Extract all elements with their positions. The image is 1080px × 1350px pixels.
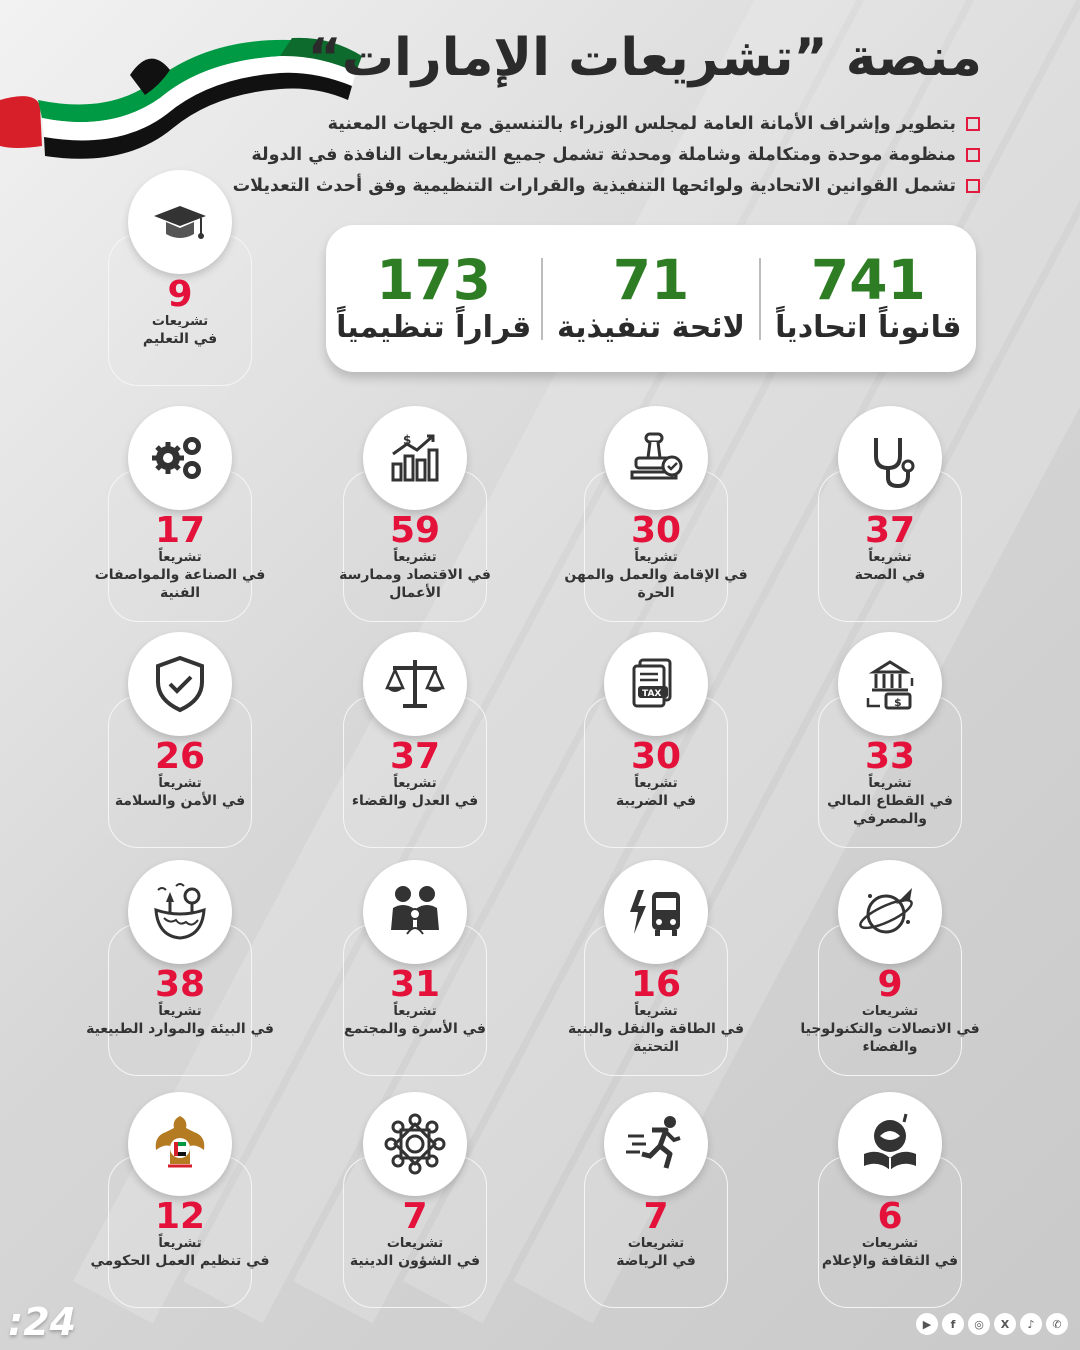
category-icon-circle [838, 860, 942, 964]
bullet-item [220, 170, 980, 201]
tiktok-icon[interactable]: ♪ [1020, 1313, 1042, 1335]
category-unit: تشريعات [386, 1236, 444, 1251]
category-icon-circle [838, 406, 942, 510]
total-label: قراراً تنظيمياً [336, 309, 532, 345]
category-label: في العدل والقضاء [351, 793, 479, 809]
growth-chart-icon [381, 424, 449, 492]
rocket-planet-icon [856, 878, 924, 946]
bullet-text: بتطوير وإشراف الأمانة العامة لمجلس الوزراء بالتنسيق مع الجهات المعنية [327, 113, 956, 134]
category-count: 33 [864, 736, 916, 777]
category-count: 31 [389, 964, 441, 1005]
total-label: قانوناً اتحادياً [775, 309, 962, 345]
bullet-text: منظومة موحدة ومتكاملة وشاملة ومحدثة تشمل جميع التشريعات النافذة في الدولة [251, 144, 956, 165]
instagram-icon[interactable]: ◎ [968, 1313, 990, 1335]
category-label: في الضريبة [615, 793, 697, 809]
square-bullet-icon [966, 179, 980, 193]
category-count: 6 [877, 1196, 903, 1237]
category-unit: تشريعات [627, 1236, 685, 1251]
category-count: 30 [630, 510, 682, 551]
category-unit: تشريعاً [634, 1004, 678, 1019]
svg-text:TAX: TAX [642, 689, 662, 699]
earth-nature-icon [146, 878, 214, 946]
shield-check-icon [146, 650, 214, 718]
category-count: 38 [154, 964, 206, 1005]
svg-text:$: $ [403, 433, 412, 447]
category-icon-circle [363, 632, 467, 736]
category-count: 12 [154, 1196, 206, 1237]
square-bullet-icon [966, 148, 980, 162]
divider [759, 258, 761, 340]
category-icon-circle [363, 1092, 467, 1196]
bullet-item [220, 139, 980, 170]
category-label: في الشؤون الدينية [349, 1253, 481, 1269]
category-icon-circle [363, 406, 467, 510]
graduation-cap-icon [146, 188, 214, 256]
category-label: في الاتصالات والتكنولوجيا والفضاء [800, 1021, 980, 1055]
bus-energy-icon [622, 878, 690, 946]
helmet-book-icon [856, 1110, 924, 1178]
category-unit: تشريعاً [634, 776, 678, 791]
category-unit: تشريعات [861, 1004, 919, 1019]
category-count: 7 [402, 1196, 428, 1237]
category-icon-circle [604, 860, 708, 964]
family-icon [381, 878, 449, 946]
social-icons [916, 1313, 1068, 1335]
category-icon-circle [838, 632, 942, 736]
category-unit: تشريعاً [868, 550, 912, 565]
category-icon-circle [604, 406, 708, 510]
bullet-text: تشمل القوانين الاتحادية ولوائحها التنفيذية والقرارات التنظيمية وفق أحدث التعديلات [232, 175, 956, 196]
category-icon-circle [363, 860, 467, 964]
category-label: في البيئة والموارد الطبيعية [86, 1021, 274, 1037]
total-number: 741 [810, 247, 926, 312]
category-label: في الأمن والسلامة [114, 793, 246, 809]
category-count: 59 [389, 510, 441, 551]
category-label: في الأسرة والمجتمع [344, 1021, 486, 1037]
category-label: في الإقامة والعمل والمهن الحرة [564, 567, 748, 601]
uae-emblem-icon [146, 1110, 214, 1178]
category-count: 9 [167, 274, 193, 315]
category-label: في الرياضة [616, 1253, 696, 1269]
total-number: 71 [612, 247, 690, 312]
stamp-icon [622, 424, 690, 492]
category-icon-circle [128, 406, 232, 510]
square-bullet-icon [966, 117, 980, 131]
bank-icon [856, 650, 924, 718]
intro-bullets [220, 108, 980, 201]
runner-icon [622, 1110, 690, 1178]
category-label: في الطاقة والنقل والبنية التحتية [568, 1021, 744, 1055]
category-icon-circle [604, 1092, 708, 1196]
bullet-item [220, 108, 980, 139]
category-unit: تشريعاً [158, 550, 202, 565]
category-count: 17 [154, 510, 206, 551]
category-unit: تشريعاً [634, 550, 678, 565]
page-title: منصة ”تشريعات الإمارات“ [307, 28, 982, 88]
total-number: 173 [376, 247, 492, 312]
divider [541, 258, 543, 340]
category-unit: تشريعاً [158, 1004, 202, 1019]
category-label: في القطاع المالي والمصرفي [827, 793, 953, 827]
brand-logo: :24 [8, 1300, 77, 1344]
category-unit: تشريعاً [393, 1004, 437, 1019]
scales-icon [381, 650, 449, 718]
federal-laws-total [761, 247, 976, 347]
category-unit: تشريعاً [158, 1236, 202, 1251]
category-count: 7 [643, 1196, 669, 1237]
category-label: في التعليم [142, 331, 218, 347]
category-unit: تشريعاً [393, 776, 437, 791]
total-label: لائحة تنفيذية [557, 309, 745, 345]
islamic-pattern-icon [381, 1110, 449, 1178]
category-icon-circle [838, 1092, 942, 1196]
x-icon[interactable]: X [994, 1313, 1016, 1335]
facebook-icon[interactable]: f [942, 1313, 964, 1335]
category-icon-circle [128, 860, 232, 964]
totals-panel [326, 225, 976, 372]
category-count: 30 [630, 736, 682, 777]
category-unit: تشريعاً [158, 776, 202, 791]
category-label: في الصحة [854, 567, 926, 583]
executive-regulations-total [543, 247, 758, 347]
category-count: 16 [630, 964, 682, 1005]
category-label: في تنظيم العمل الحكومي [90, 1253, 270, 1269]
category-unit: تشريعات [151, 314, 209, 329]
category-count: 26 [154, 736, 206, 777]
category-count: 37 [389, 736, 441, 777]
regulatory-decisions-total [326, 247, 541, 347]
category-count: 9 [877, 964, 903, 1005]
category-label: في الثقافة والإعلام [821, 1253, 959, 1269]
category-unit: تشريعاً [393, 550, 437, 565]
whatsapp-icon[interactable]: ✆ [1046, 1313, 1068, 1335]
stethoscope-icon [856, 424, 924, 492]
category-icon-circle [128, 632, 232, 736]
category-icon-circle [604, 632, 708, 736]
category-count: 37 [864, 510, 916, 551]
category-icon-circle [128, 1092, 232, 1196]
tax-document-icon [622, 650, 690, 718]
youtube-icon[interactable]: ▶ [916, 1313, 938, 1335]
gears-icon [146, 424, 214, 492]
category-label: في الاقتصاد وممارسة الأعمال [339, 567, 491, 601]
category-unit: تشريعات [861, 1236, 919, 1251]
category-icon-circle [128, 170, 232, 274]
category-unit: تشريعاً [868, 776, 912, 791]
category-label: في الصناعة والمواصفات الفنية [94, 567, 266, 601]
svg-text:$: $ [894, 696, 902, 709]
